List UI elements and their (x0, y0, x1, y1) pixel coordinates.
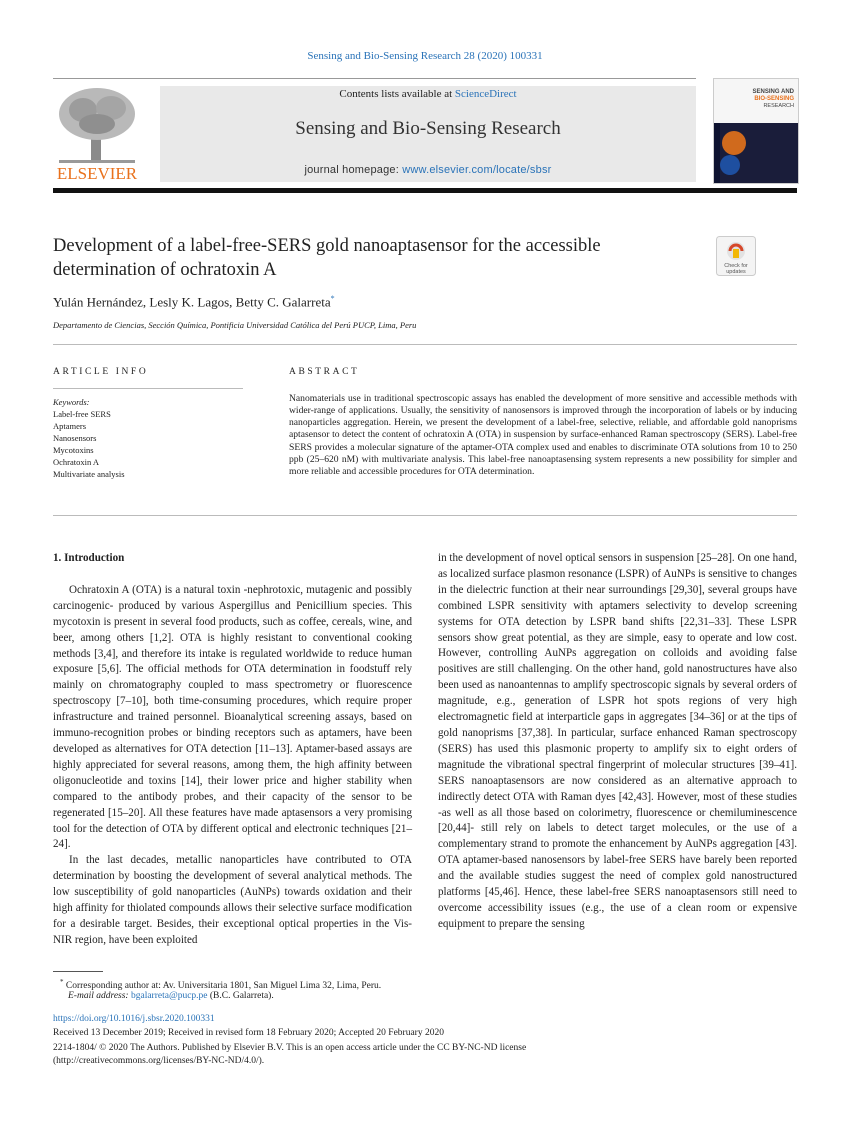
svg-text:SENSING AND: SENSING AND (752, 89, 794, 95)
footnote-mark: * (60, 978, 64, 986)
keywords-label: Keywords: (53, 397, 90, 407)
keyword-item: Multivariate analysis (53, 469, 125, 479)
check-updates-icon (716, 236, 756, 276)
journal-homepage-line (160, 164, 696, 176)
article-title-line-1: Development of a label-free-SERS gold nanoaptasensor for the accessible (53, 236, 601, 256)
email-label: E-mail address: (68, 991, 131, 1001)
license-line-2: (http://creativecommons.org/licenses/BY-NC-ND/4.0/). (53, 1056, 265, 1066)
svg-text:BIO-SENSING: BIO-SENSING (754, 96, 794, 102)
keyword-item: Aptamers (53, 421, 87, 431)
author-list (53, 294, 335, 310)
article-title (53, 234, 693, 282)
keyword-item: Mycotoxins (53, 445, 94, 455)
homepage-prefix: journal homepage: (304, 164, 403, 176)
elsevier-tree-icon (53, 84, 141, 182)
journal-cover-image[interactable] (713, 78, 799, 184)
svg-text:RESEARCH: RESEARCH (763, 103, 794, 109)
keywords-block (53, 396, 125, 480)
check-for-updates-badge[interactable] (716, 236, 756, 276)
keyword-item: Nanosensors (53, 433, 97, 443)
intro-paragraph-1: Ochratoxin A (OTA) is a natural toxin -nephrotoxic, mutagenic and possibly carcinogenic- produced by various Aspergillus and Penicillium species. This mycotoxin is present in several food products, such as coffee, cereals, wine, and beer, among others [1,2]. OTA is highly resistant to conventional cooking methods [3,4], and therefore its intake is regulated worldwide to reduce human exposure [5,6]. The official methods for OTA determination in foodstuff rely mainly on chromatography coupled to mass spectrometry or fluorescence spectroscopy [7–10], both time-consuming procedures, which require proper infrastructure and trained personnel. Bioanalytical screening assays, based on immuno-recognition probes or binding receptors such as aptamers, have been developed as alternatives for OTA detection [11–13]. Aptamer-based assays are highly appreciated for several reasons, among them, the high affinity between oligonucleotide and toxins [14], their lower price and higher stability when compared to the antibody probes, and their capacity of the sensor to be regenerated [15–20]. All these features have made aptasensors a very promising tool for the detection of OTA by different optical and electronic techniques [21–24]. (53, 583, 412, 851)
svg-text:updates: updates (726, 269, 746, 275)
journal-masthead (160, 86, 696, 182)
doi-link[interactable]: https://doi.org/10.1016/j.sbsr.2020.100331 (53, 1014, 215, 1024)
article-dates: Received 13 December 2019; Received in revised form 18 February 2020; Accepted 20 February 2020 (53, 1028, 444, 1038)
email-link[interactable]: bgalarreta@pucp.pe (130, 991, 208, 1001)
keyword-item: Label-free SERS (53, 409, 111, 419)
email-suffix: (B.C. Galarreta). (207, 991, 274, 1001)
email-footnote (68, 990, 274, 1003)
section-title-introduction: 1. Introduction (53, 552, 125, 564)
body-column-left (53, 551, 412, 949)
elsevier-logo[interactable] (53, 84, 141, 182)
contents-prefix: Contents lists available at (339, 88, 455, 100)
journal-citation[interactable]: Sensing and Bio-Sensing Research 28 (2020) 100331 (307, 50, 543, 62)
masthead-divider (53, 188, 797, 193)
intro-paragraph-continued: in the development of novel optical sensors in suspension [25–28]. On one hand, as localized surface plasmon resonance (LSPR) of AuNPs is sensitive to changes in the dielectric function at their near surroundings [29,30], several groups have combined LSPR sensitivity with aptamers selectivity to develop screening systems for OTA detection by LSPR band shifts [22,31–33]. These LSPR sensors show great potential, as they are simple, easy to operate and low cost. However, controlling AuNPs aggregation on colloids and avoiding false positives are still challenging. On the other hand, gold nanostructures have also been used as nanoantennas to amplify spectroscopic signals by several orders of magnitude, e.g., generation of LSPR hot spots regions of very high electromagnetic field at interparticle gaps in aggregates [34–36] or at the tips of gold nanoprisms [37,38]. In particular, surface enhanced Raman spectroscopy (SERS) has used this plasmonic property to amplify six to eight orders of magnitude the vibrational spectral fingerprint of molecular structures [39–41]. SERS nanoaptasensors are now considered as an alternative approach to indirectly detect OTA with Raman dyes [42,43]. However, most of these studies -as well as all those based on colorimetry, fluorescence or chemiluminescence [20,44]- still rely on labels to detect target molecules, or the use of a complementary strand to promote the enhancement by AuNPs aggregation [43]. OTA aptamer-based nanosensors by label-free SERS have barely been reported and the available studies suggest the need of complex gold nanostructured platforms [45,46]. Hence, these label-free SERS nanoaptasensors still need to overcome accessibility issues (e.g., the use of a clean room or expensive equipment to prepare the sensing (438, 552, 797, 930)
journal-title: Sensing and Bio-Sensing Research (295, 118, 561, 139)
header-rule (53, 78, 696, 79)
corresponding-note: Corresponding author at: Av. Universitaria 1801, San Miguel Lima 32, Lima, Peru. (65, 981, 382, 992)
section-rule-bottom (53, 515, 797, 516)
section-rule-top (53, 344, 797, 345)
article-title-line-2: determination of ochratoxin A (53, 260, 277, 280)
license-line-1: 2214-1804/ © 2020 The Authors. Published by Elsevier B.V. This is an open access article under the CC BY-NC-ND license (53, 1043, 527, 1053)
corresponding-author-mark[interactable]: * (330, 294, 335, 303)
abstract-heading: ABSTRACT (289, 367, 360, 377)
homepage-link[interactable]: www.elsevier.com/locate/sbsr (402, 164, 552, 176)
svg-text:Check for: Check for (724, 263, 748, 269)
abstract-text: Nanomaterials use in traditional spectroscopic assays has enabled the development of more sensitive and accessible methods with wider-range of applications. Usually, the sensitivity of nanosensors is improved through the incorporation of labels or by inducing nanoparticles aggregation. Herein, we present the development of a label-free, selective, reliable, and affordable gold nanoprisms aptasensor to detect the content of ochratoxin A (OTA) in suspension by surface-enhanced Raman spectroscopy (SERS). Label-free SERS provides a molecular signature of the aptamer-OTA complex used and enables to discriminate OTA solutions from 10 to 250 ppb (25–620 nM) with multivariate analysis. This label-free nanoaptasensing system represents a new possibility for simpler and more reliable and accessible procedures for OTA determination. (289, 393, 797, 477)
authors-names: Yulán Hernández, Lesly K. Lagos, Betty C. Galarreta (53, 294, 331, 310)
footnote-rule (53, 971, 103, 972)
sciencedirect-link[interactable]: ScienceDirect (454, 88, 517, 100)
intro-paragraph-2: In the last decades, metallic nanoparticles have contributed to OTA determination by boosting the development of several analytical methods. The low susceptibility of gold nanoparticles (AuNPs) towards oxidation and their high affinity for thiolated compounds allows their selective surface modification for a desirable target. Besides, their exceptional optical properties in the Vis-NIR region, have been exploited (53, 854, 412, 946)
affiliation: Departamento de Ciencias, Sección Química, Pontificia Universidad Católica del Perú PUCP, Lima, Peru (53, 320, 417, 330)
svg-text:ELSEVIER: ELSEVIER (56, 164, 138, 182)
article-info-rule (53, 388, 243, 389)
cover-art-icon (714, 79, 798, 183)
body-column-right (438, 551, 797, 933)
keyword-item: Ochratoxin A (53, 457, 100, 467)
article-info-heading: ARTICLE INFO (53, 367, 149, 377)
contents-line (160, 88, 696, 100)
